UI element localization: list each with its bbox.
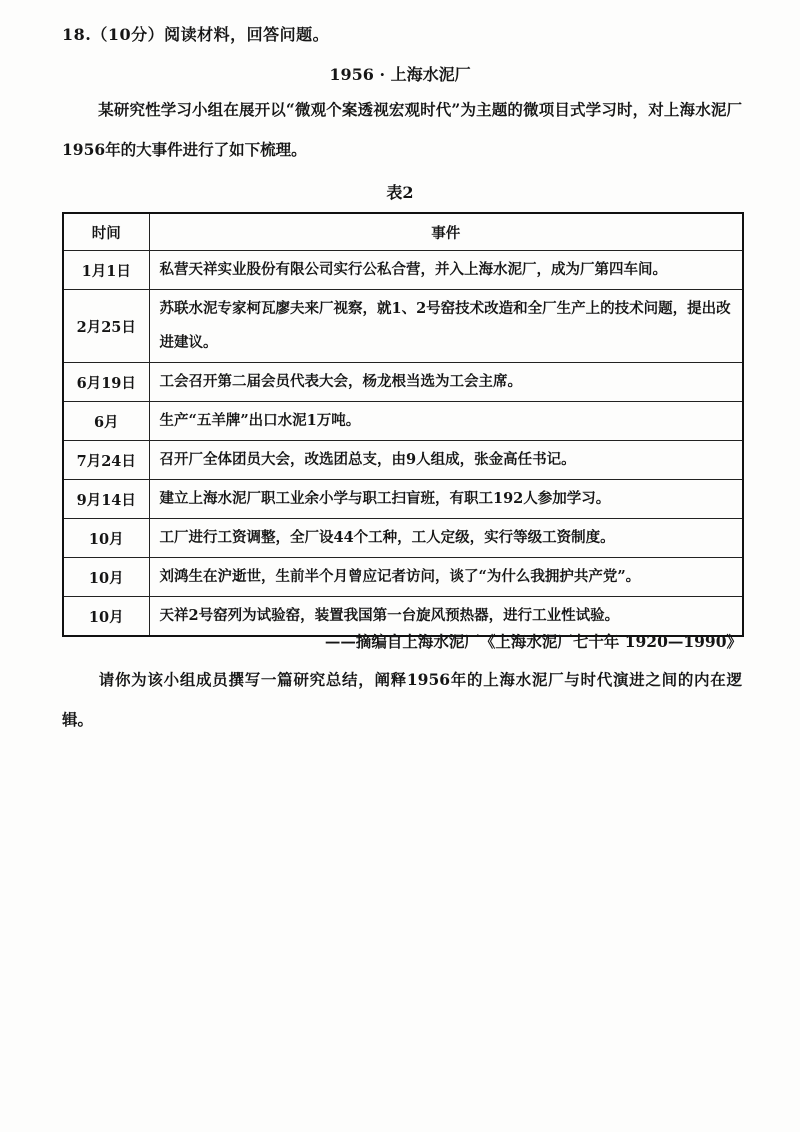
table-row (63, 363, 743, 402)
row-event: 工会召开第二届会员代表大会，杨龙根当选为工会主席。 (149, 363, 743, 402)
row-event: 生产“五羊牌”出口水泥1万吨。 (149, 402, 743, 441)
material-intro (62, 90, 742, 170)
table-title: 表2 (386, 183, 414, 202)
row-event: 工厂进行工资调整，全厂设44个工种，工人定级，实行等级工资制度。 (149, 519, 743, 558)
task-prompt-text: 请你为该小组成员撰写一篇研究总结，阐释1956年的上海水泥厂与时代演进之间的内在逻辑。 (62, 670, 742, 729)
row-date: 10月 (63, 597, 149, 637)
row-date: 10月 (63, 519, 149, 558)
header-event: 事件 (149, 213, 743, 251)
table-row (63, 402, 743, 441)
row-date: 7月24日 (63, 441, 149, 480)
row-date: 10月 (63, 558, 149, 597)
row-event: 召开厂全体团员大会，改选团总支，由9人组成，张金高任书记。 (149, 441, 743, 480)
table-row (63, 558, 743, 597)
row-date: 9月14日 (63, 480, 149, 519)
events-table (62, 212, 744, 637)
row-event: 苏联水泥专家柯瓦廖夫来厂视察，就1、2号窑技术改造和全厂生产上的技术问题，提出改进建议。 (149, 290, 743, 363)
row-date: 6月 (63, 402, 149, 441)
row-event: 私营天祥实业股份有限公司实行公私合营，并入上海水泥厂，成为厂第四车间。 (149, 251, 743, 290)
row-date: 2月25日 (63, 290, 149, 363)
row-date: 6月19日 (63, 363, 149, 402)
material-subtitle: 1956 · 上海水泥厂 (329, 65, 471, 84)
row-event: 建立上海水泥厂职工业余小学与职工扫盲班，有职工192人参加学习。 (149, 480, 743, 519)
material-intro-text: 某研究性学习小组在展开以“微观个案透视宏观时代”为主题的微项目式学习时，对上海水泥厂1956年的大事件进行了如下梳理。 (62, 100, 742, 159)
table-row (63, 251, 743, 290)
task-prompt (62, 660, 742, 740)
table-source: ——摘编自上海水泥厂《上海水泥厂七十年 1920—1990》 (324, 632, 742, 651)
question-header: 18.（10分）阅读材料，回答问题。 (62, 25, 330, 44)
table-row (63, 519, 743, 558)
table-row (63, 480, 743, 519)
row-event: 天祥2号窑列为试验窑，装置我国第一台旋风预热器，进行工业性试验。 (149, 597, 743, 637)
table-row (63, 441, 743, 480)
table-header-row (63, 213, 743, 251)
row-event: 刘鸿生在沪逝世，生前半个月曾应记者访问，谈了“为什么我拥护共产党”。 (149, 558, 743, 597)
header-time: 时间 (63, 213, 149, 251)
row-date: 1月1日 (63, 251, 149, 290)
table-row (63, 290, 743, 363)
